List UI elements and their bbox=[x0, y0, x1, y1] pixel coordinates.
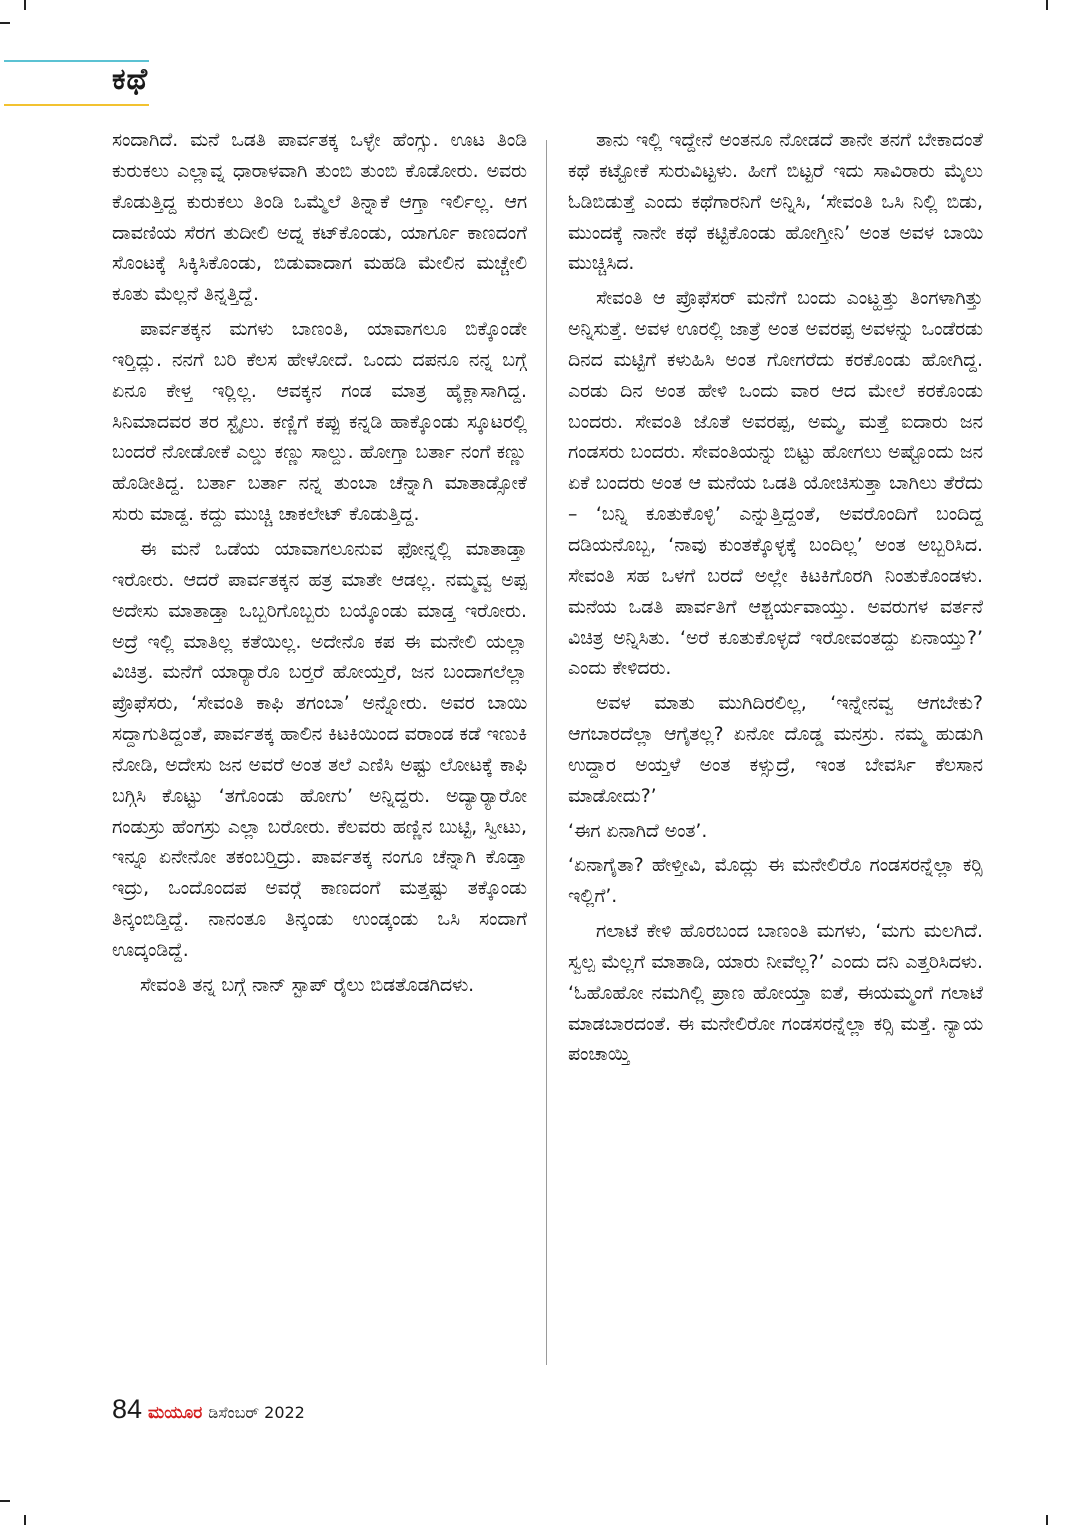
issue-date: ಡಿಸೆಂಬರ್ 2022 bbox=[208, 1403, 305, 1422]
paragraph: ಅವಳ ಮಾತು ಮುಗಿದಿರಲಿಲ್ಲ, ‘ಇನ್ನೇನವ್ವ ಆಗಬೇಕು? ಆಗಬಾರದೆಲ್ಲಾ ಆಗೈತಲ್ಲ? ಏನೋ ದೊಡ್ಡ ಮನಸ್ರು. ನಮ್ಮ ಹುಡುಗಿ ಉದ್ದಾರ ಅಯ್ತಳೆ ಅಂತ ಕಳ್ಸುದ್ರೆ, ಇಂತ ಬೇವರ್ಸಿ ಕೆಲಸಾನ ಮಾಡೋದು?’ bbox=[568, 693, 983, 807]
paragraph: ಈ ಮನೆ ಒಡೆಯ ಯಾವಾಗಲೂನುವ ಫೋನ್ನಲ್ಲಿ ಮಾತಾಡ್ತಾ ಇರೋರು. ಆದರೆ ಪಾರ್ವತಕ್ಕನ ಹತ್ರ ಮಾತೇ ಆಡಲ್ಲ. ನಮ್ಮವ್ವ ಅಪ್ಪ ಅದೇಸು ಮಾತಾಡ್ತಾ ಒಬ್ಬರಿಗೊಬ್ಬರು ಬಯ್ಕೊಂಡು ಮಾಡ್ತ ಇರೋರು. ಅದ್ರೆ ಇಲ್ಲಿ ಮಾತಿಲ್ಲ ಕತೆಯಿಲ್ಲ. ಅದೇನೊ ಕಪ ಈ ಮನೇಲಿ ಯಲ್ಲಾ ವಿಚಿತ್ರ. ಮನೆಗೆ ಯಾರ್‍ಯಾರೊ ಬರ್‍ತರೆ ಹೋಯ್ತರೆ, ಜನ ಬಂದಾಗಲೆಲ್ಲಾ ಪ್ರೊಫೆಸರು, ‘ಸೇವಂತಿ ಕಾಫಿ ತಗಂಬಾ’ ಅನ್ನೋರು. ಅವರ ಬಾಯಿ ಸದ್ದಾಗುತಿದ್ದಂತೆ, ಪಾರ್ವತಕ್ಕ ಹಾಲಿನ ಕಿಟಕಿಯಿಂದ ವರಾಂಡ ಕಡೆ ಇಣುಕಿ ನೋಡಿ, ಅದೇಸು ಜನ ಅವರೆ ಅಂತ ತಲೆ ಎಣಿಸಿ ಅಷ್ಟು ಲೋಟಕ್ಕೆ ಕಾಫಿ ಬಗ್ಗಿಸಿ ಕೊಟ್ಟು ‘ತಗೊಂಡು ಹೋಗು’ ಅನ್ನಿದ್ದರು. ಅದ್ಯಾರ್‍ಯಾರೋ ಗಂಡುಸ್ರು ಹೆಂಗಸ್ರು ಎಲ್ಲಾ ಬರೋರು. ಕೆಲವರು ಹಣ್ಣಿನ ಬುಟ್ಟಿ, ಸ್ವೀಟು, ಇನ್ನೂ ಏನೇನೋ ತಕಂಬರ್‍ತಿದ್ರು. ಪಾರ್ವತಕ್ಕ ನಂಗೂ ಚೆನ್ನಾಗಿ ಕೊಡ್ತಾ ಇದ್ರು, ಒಂದೊಂದಪ ಅವರ್‍ಗೆ ಕಾಣದಂಗೆ ಮತ್ತಷ್ಟು ತಕ್ಕೊಂಡು ತಿನ್ಕಂಬಿಡ್ತಿದ್ದೆ. ನಾನಂತೂ ತಿನ್ಕಂಡು ಉಂಡ್ಕಂಡು ಒಸಿ ಸಂದಾಗೆ ಊದ್ಕಂಡಿದ್ದೆ. bbox=[112, 538, 527, 961]
crop-mark bbox=[24, 0, 26, 10]
page-footer bbox=[112, 1394, 305, 1425]
crop-mark bbox=[24, 1515, 26, 1525]
paragraph: ‘ಏನಾಗೈತಾ? ಹೇಳ್ತೀವಿ, ಮೊದ್ಲು ಈ ಮನೇಲಿರೊ ಗಂಡಸರನ್ನೆಲ್ಲಾ ಕರ್‍ಸಿ ಇಲ್ಲಿಗೆ’. bbox=[568, 855, 983, 908]
crop-mark bbox=[1046, 1515, 1048, 1525]
right-column bbox=[568, 126, 983, 1075]
crop-mark bbox=[0, 22, 10, 24]
magazine-name: ಮಯೂರ bbox=[148, 1403, 203, 1423]
crop-mark bbox=[0, 1500, 10, 1502]
paragraph: ‘ಈಗ ಏನಾಗಿದೆ ಅಂತ’. bbox=[568, 820, 708, 842]
page-number: 84 bbox=[112, 1394, 143, 1424]
paragraph: ಗಲಾಟೆ ಕೇಳಿ ಹೊರಬಂದ ಬಾಣಂತಿ ಮಗಳು, ‘ಮಗು ಮಲಗಿದೆ. ಸ್ವಲ್ಪ ಮೆಲ್ಲಗೆ ಮಾತಾಡಿ, ಯಾರು ನೀವೆಲ್ಲ?’ ಎಂದು ದನಿ ಎತ್ತರಿಸಿದಳು. ‘ಓಹೊಹೋ ನಮಗಿಲ್ಲಿ ಪ್ರಾಣ ಹೋಯ್ತಾ ಐತೆ, ಈಯಮ್ಮಂಗೆ ಗಲಾಟೆ ಮಾಡಬಾರದಂತೆ. ಈ ಮನೇಲಿರೋ ಗಂಡಸರನ್ನೆಲ್ಲಾ ಕರ್‍ಸಿ ಮತ್ತೆ. ನ್ಯಾಯ ಪಂಚಾಯ್ತಿ bbox=[568, 921, 983, 1066]
paragraph: ಸೇವಂತಿ ಆ ಪ್ರೊಫೆಸರ್ ಮನೆಗೆ ಬಂದು ಎಂಟ್ಹತ್ತು ತಿಂಗಳಾಗಿತ್ತು ಅನ್ನಿಸುತ್ತೆ. ಅವಳ ಊರಲ್ಲಿ ಜಾತ್ರೆ ಅಂತ ಅವರಪ್ಪ ಅವಳನ್ನು ಒಂಡೆರಡು ದಿನದ ಮಟ್ಟಿಗೆ ಕಳುಹಿಸಿ ಅಂತ ಗೋಗರೆದು ಕರಕೊಂಡು ಹೋಗಿದ್ದ. ಎರಡು ದಿನ ಅಂತ ಹೇಳಿ ಒಂದು ವಾರ ಆದ ಮೇಲೆ ಕರಕೊಂಡು ಬಂದರು. ಸೇವಂತಿ ಜೊತೆ ಅವರಪ್ಪ, ಅಮ್ಮ, ಮತ್ತೆ ಐದಾರು ಜನ ಗಂಡಸರು ಬಂದರು. ಸೇವಂತಿಯನ್ನು ಬಿಟ್ಟು ಹೋಗಲು ಅಷ್ಟೊಂದು ಜನ ಏಕೆ ಬಂದರು ಅಂತ ಆ ಮನೆಯ ಒಡತಿ ಯೋಚಿಸುತ್ತಾ ಬಾಗಿಲು ತೆರೆದು – ‘ಬನ್ನಿ ಕೂತುಕೊಳ್ಳಿ’ ಎನ್ನುತ್ತಿದ್ದಂತೆ, ಅವರೊಂದಿಗೆ ಬಂದಿದ್ದ ದಡಿಯನೊಬ್ಬ, ‘ನಾವು ಕುಂತಕ್ಕೊಳ್ಳಕ್ಕೆ ಬಂದಿಲ್ಲ’ ಅಂತ ಅಬ್ಬರಿಸಿದ. ಸೇವಂತಿ ಸಹ ಒಳಗೆ ಬರದೆ ಅಲ್ಲೇ ಕಿಟಕಿಗೊರಗಿ ನಿಂತುಕೊಂಡಳು. ಮನೆಯ ಒಡತಿ ಪಾರ್ವತಿಗೆ ಆಶ್ಚರ್ಯವಾಯ್ತು. ಅವರುಗಳ ವರ್ತನೆ ವಿಚಿತ್ರ ಅನ್ನಿಸಿತು. ‘ಅರೆ ಕೂತುಕೊಳ್ಳದೆ ಇರೋವಂತದ್ದು ಏನಾಯ್ತು?’ ಎಂದು ಕೇಳಿದರು. bbox=[568, 288, 983, 680]
paragraph: ಸೇವಂತಿ ತನ್ನ ಬಗ್ಗೆ ನಾನ್ ಸ್ಟಾಪ್ ರೈಲು ಬಿಡತೊಡಗಿದಳು. bbox=[140, 974, 475, 996]
left-column bbox=[112, 126, 527, 1006]
paragraph: ಪಾರ್ವತಕ್ಕನ ಮಗಳು ಬಾಣಂತಿ, ಯಾವಾಗಲೂ ಬಿಕ್ಕೊಂಡೇ ಇರ್‍ತಿದ್ಲು. ನನಗೆ ಬರಿ ಕೆಲಸ ಹೇಳೋದೆ. ಒಂದು ದಪನೂ ನನ್ನ ಬಗ್ಗೆ ಏನೂ ಕೇಳ್ತ ಇರ್‍ಲಿಲ್ಲ. ಆವಕ್ಕನ ಗಂಡ ಮಾತ್ರ ಹೈಕ್ಲಾಸಾಗಿದ್ದ. ಸಿನಿಮಾದವರ ತರ ಸ್ಟೈಲು. ಕಣ್ಣಿಗೆ ಕಪ್ಪು ಕನ್ನಡಿ ಹಾಕ್ಕೊಂಡು ಸ್ಕೂಟರಲ್ಲಿ ಬಂದರೆ ನೋಡೋಕೆ ಎಲ್ಡು ಕಣ್ಣು ಸಾಲ್ದು. ಹೋಗ್ತಾ ಬರ್ತಾ ನಂಗೆ ಕಣ್ಣು ಹೊಡೀತಿದ್ದ. ಬರ್ತಾ ಬರ್ತಾ ನನ್ನ ತುಂಬಾ ಚೆನ್ನಾಗಿ ಮಾತಾಡ್ಸೋಕೆ ಸುರು ಮಾಡ್ದ. ಕದ್ದು ಮುಚ್ಚಿ ಚಾಕಲೇಟ್ ಕೊಡುತ್ತಿದ್ದ. bbox=[112, 319, 527, 526]
column-divider bbox=[546, 140, 547, 1365]
paragraph: ಸಂದಾಗಿದೆ. ಮನೆ ಒಡತಿ ಪಾರ್ವತಕ್ಕ ಒಳ್ಳೇ ಹೆಂಗ್ಸು. ಊಟ ತಿಂಡಿ ಕುರುಕಲು ಎಲ್ಲಾವ್ನ ಧಾರಾಳವಾಗಿ ತುಂಬಿ ತುಂಬಿ ಕೊಡೋರು. ಅವರು ಕೊಡುತ್ತಿದ್ದ ಕುರುಕಲು ತಿಂಡಿ ಒಮ್ಮೆಲೆ ತಿನ್ನಾಕೆ ಆಗ್ತಾ ಇರ್ಲಿಲ್ಲ. ಆಗ ದಾವಣಿಯ ಸೆರಗ ತುದೀಲಿ ಅದ್ನ ಕಟ್‌ಕೊಂಡು, ಯಾರ್ಗೂ ಕಾಣದಂಗೆ ಸೊಂಟಕ್ಕೆ ಸಿಕ್ಕಿಸಿಕೊಂಡು, ಬಿಡುವಾದಾಗ ಮಹಡಿ ಮೇಲಿನ ಮಚ್ಚೇಲಿ ಕೂತು ಮೆಲ್ಲನೆ ತಿನ್ನತ್ತಿದ್ದೆ. bbox=[112, 130, 527, 306]
crop-mark bbox=[1046, 0, 1048, 10]
header-rule-bottom bbox=[4, 104, 149, 106]
paragraph: ತಾನು ಇಲ್ಲಿ ಇದ್ದೇನೆ ಅಂತನೂ ನೋಡದೆ ತಾನೇ ತನಗೆ ಬೇಕಾದಂತೆ ಕಥೆ ಕಟ್ಟೋಕೆ ಸುರುವಿಟ್ಟಳು. ಹೀಗೆ ಬಿಟ್ಟರೆ ಇದು ಸಾವಿರಾರು ಮೈಲು ಓಡಿಬಿಡುತ್ತೆ ಎಂದು ಕಥೆಗಾರನಿಗೆ ಅನ್ನಿಸಿ, ‘ಸೇವಂತಿ ಒಸಿ ನಿಲ್ಲಿ ಬಿಡು, ಮುಂದಕ್ಕೆ ನಾನೇ ಕಥೆ ಕಟ್ಟಿಕೊಂಡು ಹೋಗ್ತೀನಿ’ ಅಂತ ಅವಳ ಬಾಯಿ ಮುಚ್ಚಿಸಿದ. bbox=[568, 130, 983, 275]
section-title: ಕಥೆ bbox=[112, 62, 149, 97]
